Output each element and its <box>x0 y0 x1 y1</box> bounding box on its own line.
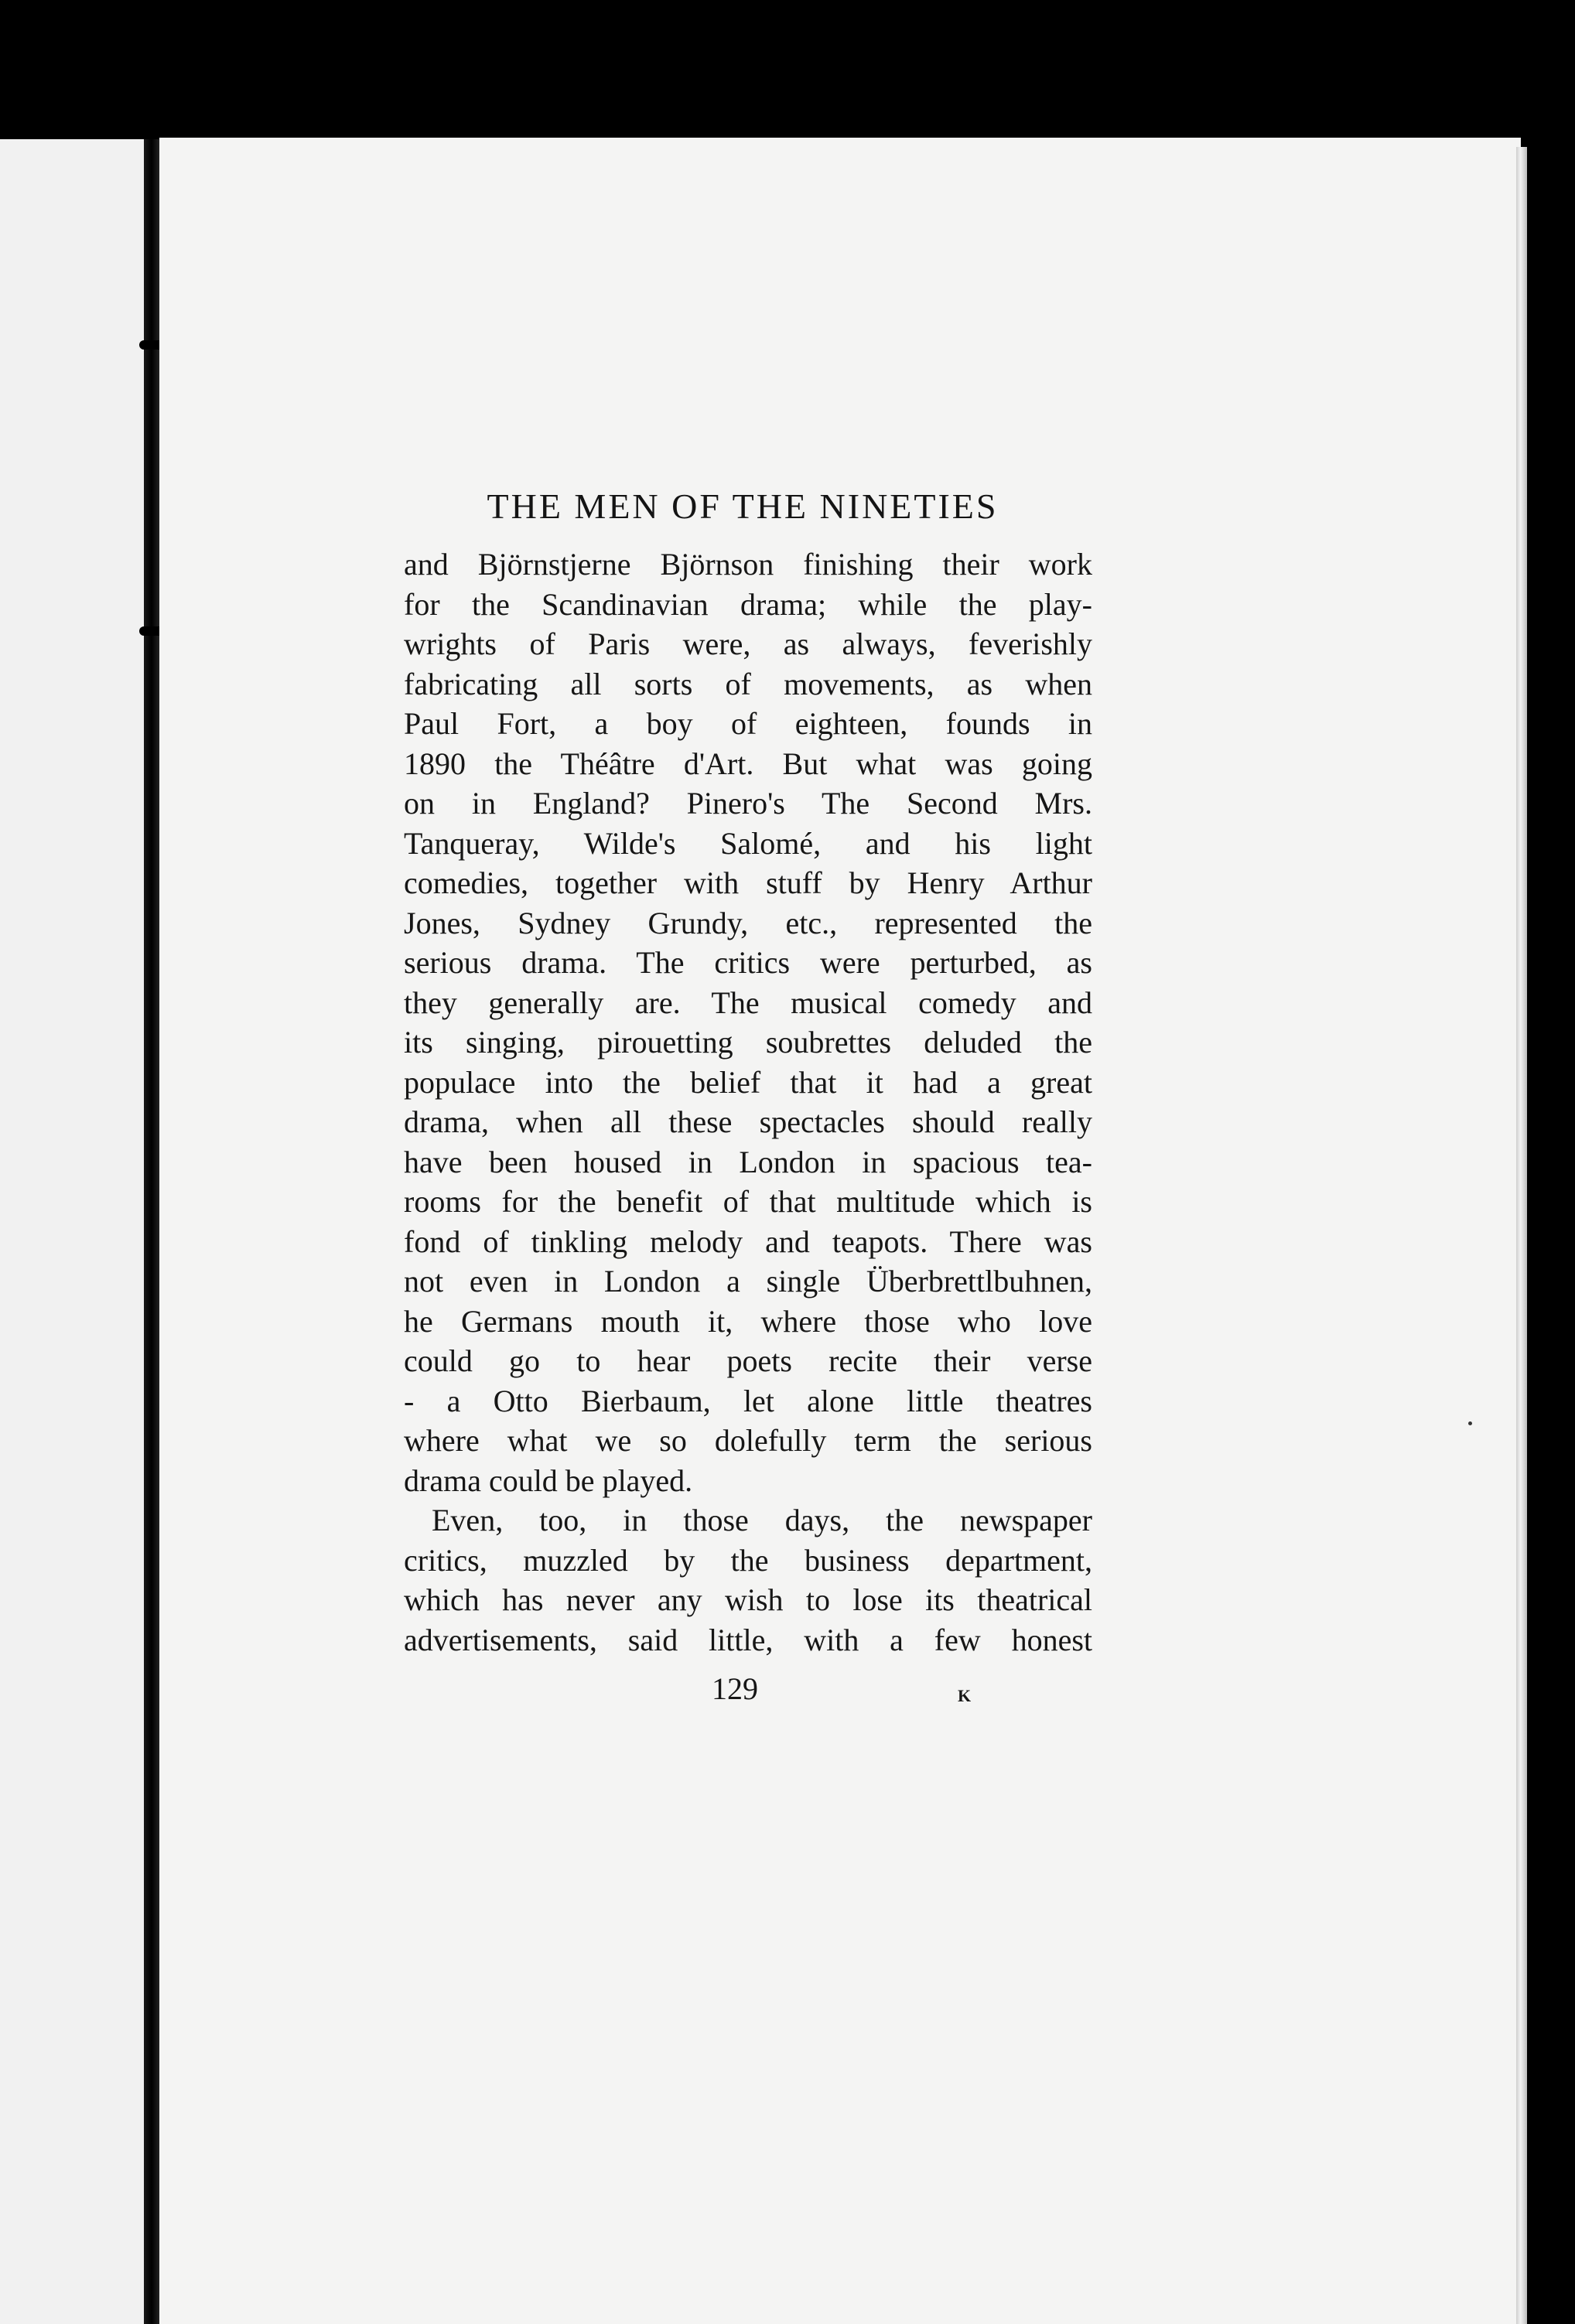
text-line: have been housed in London in spacious tea- <box>404 1144 1092 1179</box>
text-line: comedies, together with stuff by Henry Arthur <box>404 865 1092 900</box>
scan-background <box>1527 131 1575 2324</box>
text-line: they generally are. The musical comedy and <box>404 985 1092 1020</box>
text-line: drama, when all these spectacles should really <box>404 1104 1092 1139</box>
page-edge <box>1516 147 1527 2324</box>
text-line: which has never any wish to lose its theatrical <box>404 1582 1092 1617</box>
text-line: on in England? Pinero's The Second Mrs. <box>404 786 1092 821</box>
text-line: critics, muzzled by the business department, <box>404 1542 1092 1578</box>
text-line: advertisements, said little, with a few honest <box>404 1622 1092 1657</box>
text-line: serious drama. The critics were perturbed, as <box>404 945 1092 980</box>
text-line: - a Otto Bierbaum, let alone little theatres <box>404 1383 1092 1418</box>
text-line: rooms for the benefit of that multitude which is <box>404 1184 1092 1219</box>
signature-mark: K <box>958 1686 972 1705</box>
text-line: Jones, Sydney Grundy, etc., represented the <box>404 905 1092 940</box>
page-number: 129 <box>712 1671 758 1706</box>
text-line: drama could be played. <box>404 1462 693 1498</box>
running-head: THE MEN OF THE NINETIES <box>487 486 999 526</box>
text-line: Even, too, in those days, the newspaper <box>432 1503 1092 1537</box>
text-line: its singing, pirouetting soubrettes deluded the <box>404 1025 1092 1060</box>
text-line: and Björnstjerne Björnson finishing their work <box>404 547 1092 582</box>
text-line: Paul Fort, a boy of eighteen, founds in <box>404 706 1092 741</box>
facing-page-edge <box>0 139 144 2324</box>
text-line: populace into the belief that it had a great <box>404 1064 1092 1100</box>
text-line: Tanqueray, Wilde's Salomé, and his light <box>404 825 1092 861</box>
book-binding <box>144 139 159 2324</box>
text-line: fabricating all sorts of movements, as when <box>404 666 1092 701</box>
text-line: for the Scandinavian drama; while the play- <box>404 586 1092 622</box>
text-line: not even in London a single Überbrettlbuhnen, <box>404 1264 1092 1299</box>
text-line: wrights of Paris were, as always, feverishly <box>404 626 1092 661</box>
text-line: could go to hear poets recite their verse <box>404 1343 1092 1378</box>
paper-speck <box>1468 1421 1472 1425</box>
body-text <box>404 544 1092 1660</box>
text-line: 1890 the Théâtre d'Art. But what was going <box>404 746 1092 781</box>
text-line: he Germans mouth it, where those who love <box>404 1303 1092 1339</box>
text-line: fond of tinkling melody and teapots. There was <box>404 1223 1092 1259</box>
text-line: where what we so dolefully term the serious <box>404 1423 1092 1458</box>
